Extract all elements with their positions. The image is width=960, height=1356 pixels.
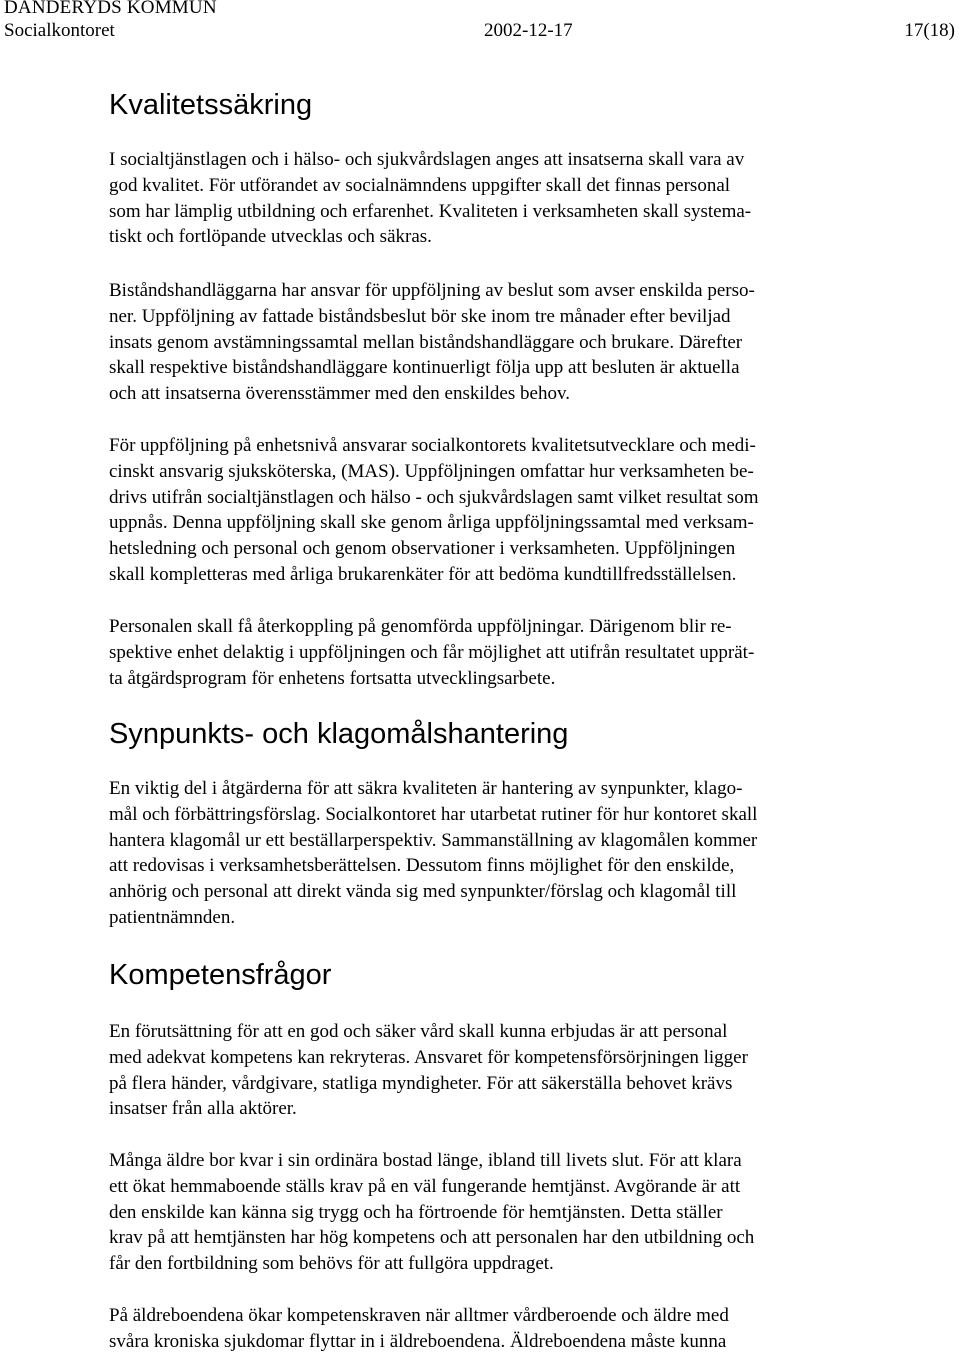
- text-line: Biståndshandläggarna har ansvar för uppföljning av beslut som avser enskilda perso-: [109, 280, 755, 301]
- text-line: tiskt och fortlöpande utvecklas och säkras.: [109, 226, 432, 248]
- text-line: cinskt ansvarig sjuksköterska, (MAS). Uppföljningen omfattar hur verksamheten be-: [109, 460, 754, 482]
- text-line: ner. Uppföljning av fattade biståndsbeslut bör ske inom tre månader efter beviljad: [109, 305, 731, 327]
- paragraph: [109, 433, 759, 588]
- paragraph: [109, 1148, 754, 1277]
- text-line: ett ökat hemmaboende ställs krav på en väl fungerande hemtjänst. Avgörande är att: [109, 1175, 741, 1197]
- text-line: skall respektive biståndshandläggare kontinuerligt följa upp att besluten är aktuella: [109, 357, 740, 379]
- text-line: En viktig del i åtgärderna för att säkra kvaliteten är hantering av synpunkter, klago-: [109, 778, 743, 799]
- text-line: den enskilde kan känna sig trygg och ha förtroende för hemtjänsten. Detta ställer: [109, 1201, 723, 1223]
- text-line: uppnås. Denna uppföljning skall ske genom årliga uppföljningssamtal med verksam-: [109, 512, 754, 534]
- text-line: drivs utifrån socialtjänstlagen och hälso - och sjukvårdslagen samt vilket resultat som: [109, 486, 759, 508]
- section-heading-kompetensfragor: Kompetensfrågor: [109, 959, 332, 991]
- text-line: patientnämnden.: [109, 906, 236, 928]
- text-line: Många äldre bor kvar i sin ordinära bostad länge, ibland till livets slut. För att klara: [109, 1150, 742, 1171]
- paragraph: [109, 776, 757, 931]
- paragraph: [109, 147, 751, 250]
- text-line: En förutsättning för att en god och säker vård skall kunna erbjudas är att personal: [109, 1021, 728, 1042]
- organization-name: DANDERYDS KOMMUN: [4, 0, 217, 18]
- paragraph: [109, 1303, 729, 1355]
- text-line: som har lämplig utbildning och erfarenhet. Kvaliteten i verksamheten skall systema-: [109, 200, 752, 222]
- text-line: På äldreboendena ökar kompetenskraven när alltmer vårdberoende och äldre med: [109, 1305, 729, 1326]
- paragraph: [109, 278, 755, 407]
- text-line: skall kompletteras med årliga brukarenkäter för att bedöma kundtillfredsställelsen.: [109, 563, 737, 585]
- page-header: [0, 0, 960, 46]
- section-heading-kvalitetssakring: Kvalitetssäkring: [109, 89, 313, 121]
- text-line: krav på att hemtjänsten har hög kompetens och att personalen har den utbildning och: [109, 1227, 755, 1249]
- text-line: spektive enhet delaktig i uppföljningen och får möjlighet att utifrån resultatet upprät-: [109, 641, 755, 663]
- text-line: I socialtjänstlagen och i hälso- och sjukvårdslagen anges att insatserna skall vara av: [109, 149, 745, 170]
- text-line: insatser från alla aktörer.: [109, 1098, 297, 1120]
- text-line: ta åtgärdsprogram för enhetens fortsatta utvecklingsarbete.: [109, 667, 556, 689]
- text-line: god kvalitet. För utförandet av socialnämndens uppgifter skall det finnas personal: [109, 174, 731, 196]
- document-date: 2002-12-17: [484, 20, 573, 41]
- text-line: på flera händer, vårdgivare, statliga myndigheter. För att säkerställa behovet krävs: [109, 1072, 733, 1094]
- text-line: att redovisas i verksamhetsberättelsen. Dessutom finns möjlighet för den enskilde,: [109, 855, 735, 877]
- text-line: insats genom avstämningssamtal mellan biståndshandläggare och brukare. Därefter: [109, 331, 743, 353]
- department-name: Socialkontoret: [4, 20, 115, 41]
- text-line: mål och förbättringsförslag. Socialkontoret har utarbetat rutiner för hur kontoret skall: [109, 803, 758, 825]
- text-line: får den fortbildning som behövs för att fullgöra uppdraget.: [109, 1253, 554, 1275]
- text-line: anhörig och personal att direkt vända sig med synpunkter/förslag och klagomål till: [109, 881, 737, 903]
- section-heading-synpunkts-och-klagomalshantering: Synpunkts- och klagomålshantering: [109, 718, 569, 750]
- text-line: med adekvat kompetens kan rekryteras. Ansvaret för kompetensförsörjningen ligger: [109, 1046, 748, 1068]
- page-number: 17(18): [904, 20, 955, 41]
- paragraph: [109, 1019, 748, 1122]
- text-line: svåra kroniska sjukdomar flyttar in i äldreboendena. Äldreboendena måste kunna: [109, 1330, 727, 1352]
- text-line: Personalen skall få återkoppling på genomförda uppföljningar. Därigenom blir re-: [109, 616, 732, 637]
- paragraph: [109, 614, 754, 691]
- text-line: hantera klagomål ur ett beställarperspektiv. Sammanställning av klagomålen kommer: [109, 829, 758, 851]
- text-line: hetsledning och personal och genom observationer i verksamheten. Uppföljningen: [109, 538, 736, 560]
- text-line: För uppföljning på enhetsnivå ansvarar socialkontorets kvalitetsutvecklare och medi-: [109, 435, 756, 456]
- text-line: och att insatserna överensstämmer med den enskildes behov.: [109, 383, 570, 405]
